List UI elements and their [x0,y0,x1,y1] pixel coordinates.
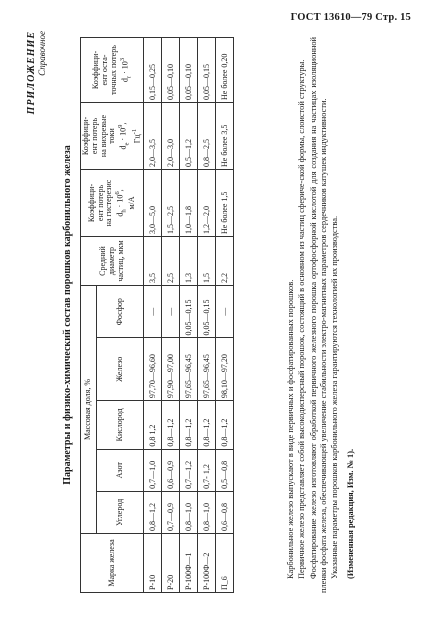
cell-phosphorus: — [216,286,234,338]
header-carbon: Углерод [97,491,144,533]
page-header: ГОСТ 13610—79 Стр. 15 [290,12,411,23]
header-nitrogen: Азот [97,449,144,491]
note-paragraph: Карбонильное железо выпускают в виде первичных и фосфатированных порошков. [286,279,295,579]
appendix-title: ПРИЛОЖЕНИЕ [26,31,37,115]
cell-eddy: 0,5—1,2 [180,103,198,170]
cell-hysteresis: 3,0—5,0 [144,170,162,237]
cell-oxygen: 0,8—1,2 [162,401,180,450]
table-row [216,38,234,593]
cell-phosphorus: — [144,286,162,338]
cell-diameter: 2,2 [216,237,234,286]
cell-iron: 97,70—96,60 [144,338,162,401]
cell-residual: 0,15—0,25 [144,38,162,103]
appendix-block [26,31,47,114]
table-row [144,38,162,593]
cell-iron: 98,10—97,20 [216,338,234,401]
cell-residual: 0,05—0,10 [162,38,180,103]
header-iron: Железо [97,338,144,401]
header-grade: Марка железа [81,534,144,593]
cell-hysteresis: Не более 1,5 [216,170,234,237]
header-mass-fraction: Массовая доля, % [81,286,97,534]
notes-block [286,37,358,593]
cell-iron: 97,65—96,45 [180,338,198,401]
appendix-subtitle: Справочное [37,31,47,76]
header-diameter: Средний диаметр частиц, мкм [81,237,144,286]
cell-nitrogen: 0,5—0,8 [216,449,234,491]
cell-iron: 97,65—96,45 [198,338,216,401]
cell-grade: Р-20 [162,534,180,593]
header-loss-eddy: Коэффици- ент потерь на вихревые токи $d_e \cdot 10^9$, $Гц^{-1}$ [81,103,144,170]
cell-residual: 0,05—0,15 [198,38,216,103]
table-row [180,38,198,593]
cell-iron: 97,90—97,00 [162,338,180,401]
cell-carbon: 0,8—1,0 [198,491,216,533]
cell-carbon: 0,8—1,0 [180,491,198,533]
header-oxygen: Кислород [97,401,144,450]
cell-eddy: 0,8—2,5 [198,103,216,170]
cell-grade: Р-10 [144,534,162,593]
parameters-table [80,37,234,593]
cell-hysteresis: 1,5—2,5 [162,170,180,237]
cell-grade: П_6 [216,534,234,593]
rotated-page-content [18,25,413,605]
cell-residual: 0,05—0,10 [180,38,198,103]
cell-nitrogen: 0,6—0,9 [162,449,180,491]
cell-oxygen: 0,8—1,2 [198,401,216,450]
header-phosphorus: Фосфор [97,286,144,338]
cell-carbon: 0,8—1,2 [144,491,162,533]
cell-carbon: 0,7—0,9 [162,491,180,533]
cell-diameter: 2,5 [162,237,180,286]
cell-eddy: Не более 3,5 [216,103,234,170]
cell-phosphorus: — [162,286,180,338]
cell-eddy: 2,0—3,0 [162,103,180,170]
cell-grade: Р-100Ф—1 [180,534,198,593]
cell-carbon: 0,6—0,8 [216,491,234,533]
cell-nitrogen: 0,7—1,0 [144,449,162,491]
note-paragraph: Первичное железо представляет собой высокодисперсный порошок, состоящий в основном из частиц сфериче-ской формы, слоистой структуры. [297,59,307,579]
cell-hysteresis: 1,0—1,8 [180,170,198,237]
cell-eddy: 2,0—3,5 [144,103,162,170]
cell-diameter: 1,5 [198,237,216,286]
cell-hysteresis: 1,2—2,0 [198,170,216,237]
note-paragraph: Фосфатирование железо изготовляют обработкой первичного железного порошка ортофосфорной кислотой для создания на частицах изоляционной пленки фосфата железа, обеспечивающей увеличение стабильности электро-магнитных параметров сердечников катушек индуктивности. [308,37,328,593]
amendment-note: (Измененная редакция, Изм. № 1). [346,448,356,579]
cell-nitrogen: 0,7- 1,2 [198,449,216,491]
cell-oxygen: 0,8—1,2 [180,401,198,450]
cell-oxygen: 0,8—1,2 [216,401,234,450]
cell-phosphorus: 0,05—0,15 [180,286,198,338]
table-row [198,38,216,593]
header-loss-hysteresis: Коэффици- ент потерь на гистерезис $d_h \cdot 10^6$, м/А [81,170,144,237]
header-loss-residual: Коэффици- ент оста- точных потерь $d_r \cdot 10^3$ [81,38,144,103]
cell-nitrogen: 0,7—1,2 [180,449,198,491]
cell-phosphorus: 0,05—0,15 [198,286,216,338]
cell-diameter: 3,5 [144,237,162,286]
table-title: Параметры и физико-химический состав порошков карбонильного железа [62,145,73,485]
cell-oxygen: 0,8 1,2 [144,401,162,450]
cell-grade: Р-100Ф—2 [198,534,216,593]
cell-residual: Не более 0,20 [216,38,234,103]
table-row [162,38,180,593]
note-paragraph: Указанные параметры порошков карбонильного железа гарантируются технологией их производства. [330,215,339,579]
cell-diameter: 1,3 [180,237,198,286]
